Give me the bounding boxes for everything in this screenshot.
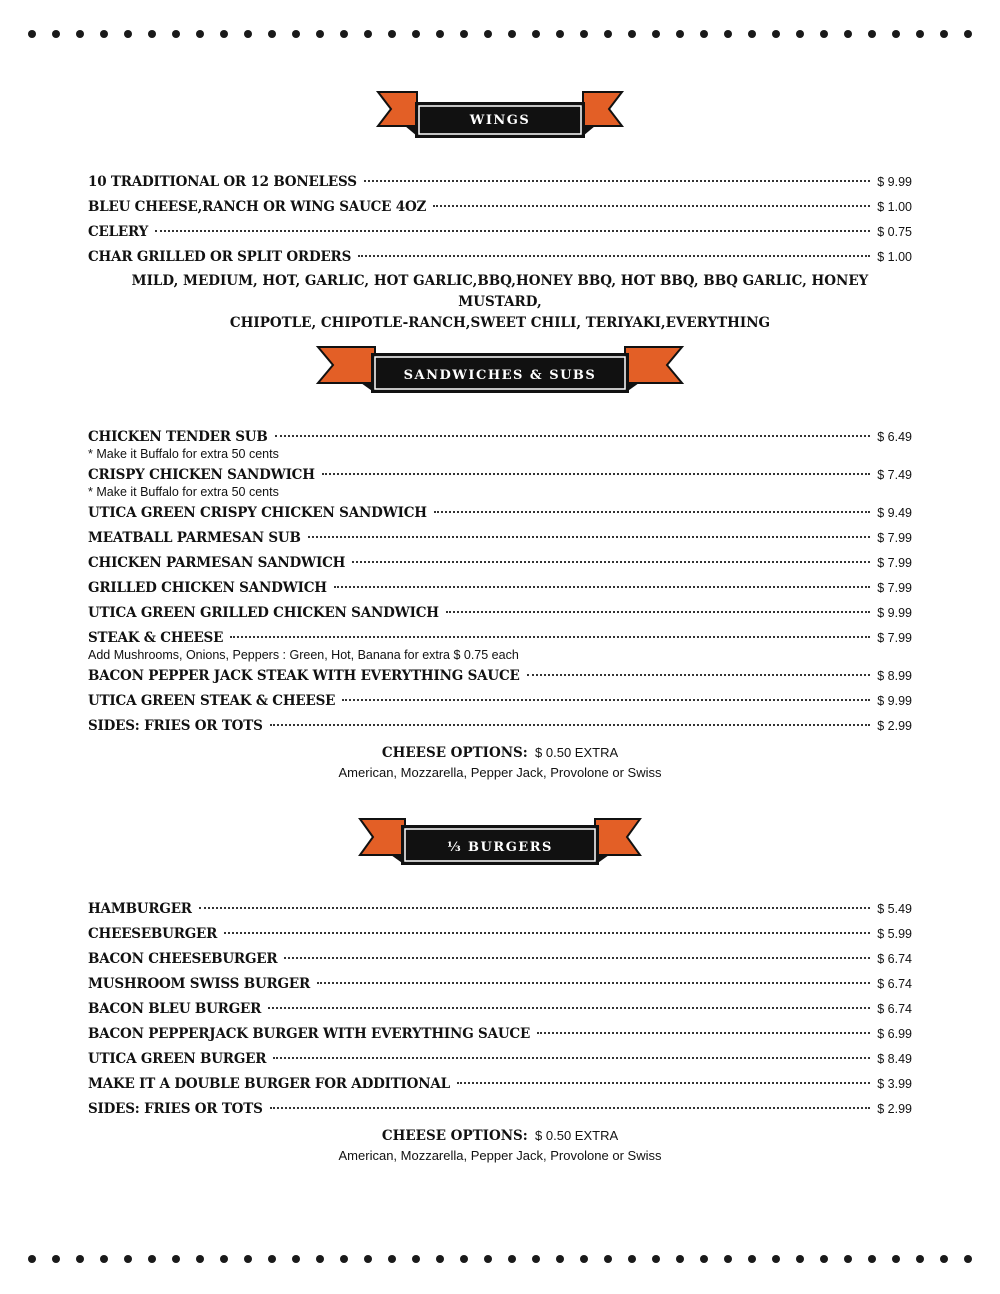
dot-leader: [230, 636, 870, 638]
menu-item: [88, 997, 912, 1022]
border-dot: [52, 1255, 60, 1263]
border-dot: [820, 1255, 828, 1263]
sandwiches-cheese-options: [88, 743, 912, 782]
menu-item-price: $ 6.74: [877, 952, 912, 966]
border-dot: [700, 1255, 708, 1263]
dot-leader: [155, 230, 870, 232]
menu-item: [88, 245, 912, 270]
menu-item: [88, 664, 912, 689]
burgers-banner: [357, 815, 643, 867]
menu-item-name: UTICA GREEN STEAK & CHEESE: [88, 693, 336, 709]
menu-item: [88, 1022, 912, 1047]
border-dot: [412, 1255, 420, 1263]
sandwiches-banner: [315, 343, 685, 395]
dot-leader: [270, 724, 871, 726]
border-dot: [508, 30, 516, 38]
border-dot: [196, 30, 204, 38]
wing-flavors-line2: CHIPOTLE, CHIPOTLE-RANCH,SWEET CHILI, TERIYAKI,EVERYTHING: [229, 315, 771, 331]
menu-item-name: BACON BLEU BURGER: [88, 1001, 262, 1017]
menu-item-name: UTICA GREEN CRISPY CHICKEN SANDWICH: [88, 505, 427, 521]
border-dot: [580, 30, 588, 38]
menu-item-name: BLEU CHEESE,RANCH OR WING SAUCE 4OZ: [88, 199, 427, 215]
border-dot: [172, 30, 180, 38]
border-dot: [244, 1255, 252, 1263]
border-dot: [916, 1255, 924, 1263]
menu-item-price: $ 3.99: [877, 1077, 912, 1091]
border-dot: [100, 30, 108, 38]
border-dot: [508, 1255, 516, 1263]
menu-item-price: $ 7.49: [877, 468, 912, 482]
menu-item-price: $ 8.99: [877, 669, 912, 683]
border-dot: [76, 30, 84, 38]
dot-leader: [537, 1032, 870, 1034]
border-dot: [364, 30, 372, 38]
menu-item-price: $ 5.49: [877, 902, 912, 916]
border-dot: [172, 1255, 180, 1263]
menu-item-price: $ 8.49: [877, 1052, 912, 1066]
menu-item-price: $ 2.99: [877, 719, 912, 733]
cheese-options-price: $ 0.50 EXTRA: [535, 1128, 619, 1143]
dot-leader: [446, 611, 870, 613]
burgers-section: [88, 897, 912, 1165]
border-dot: [940, 1255, 948, 1263]
menu-item-price: $ 7.99: [877, 631, 912, 645]
menu-item: [88, 1072, 912, 1097]
sandwiches-section: [88, 425, 912, 782]
cheese-options-list: American, Mozzarella, Pepper Jack, Provolone or Swiss: [338, 765, 662, 780]
wings-section: [88, 170, 912, 334]
border-dot: [316, 1255, 324, 1263]
menu-item: [88, 170, 912, 195]
border-dot: [628, 1255, 636, 1263]
wing-flavors-line1: MILD, MEDIUM, HOT, GARLIC, HOT GARLIC,BBQ,HONEY BBQ, HOT BBQ, BBQ GARLIC, HONEY MUSTARD,: [131, 273, 869, 310]
border-dot: [340, 1255, 348, 1263]
border-dot: [196, 1255, 204, 1263]
border-dot: [292, 30, 300, 38]
menu-item: [88, 220, 912, 245]
menu-item-price: $ 9.49: [877, 506, 912, 520]
dot-leader: [317, 982, 870, 984]
border-dot: [484, 1255, 492, 1263]
wing-flavors: [88, 271, 912, 334]
border-dot: [892, 1255, 900, 1263]
menu-item: [88, 972, 912, 997]
border-dot: [964, 1255, 972, 1263]
menu-item-price: $ 9.99: [877, 694, 912, 708]
menu-item-name: CHICKEN PARMESAN SANDWICH: [88, 555, 346, 571]
dot-leader: [358, 255, 870, 257]
menu-item-price: $ 6.74: [877, 1002, 912, 1016]
border-dot: [244, 30, 252, 38]
border-dot: [268, 1255, 276, 1263]
border-dot: [796, 1255, 804, 1263]
menu-item-price: $ 1.00: [877, 200, 912, 214]
border-dot: [268, 30, 276, 38]
menu-item: [88, 601, 912, 626]
border-dot: [76, 1255, 84, 1263]
border-dot: [388, 30, 396, 38]
menu-item: [88, 1097, 912, 1122]
menu-item-name: BACON PEPPERJACK BURGER WITH EVERYTHING SAUCE: [88, 1026, 531, 1042]
dot-leader: [273, 1057, 870, 1059]
border-dot: [124, 1255, 132, 1263]
border-dot: [940, 30, 948, 38]
cheese-options-label: CHEESE OPTIONS:: [381, 745, 528, 761]
dot-leader: [342, 699, 870, 701]
menu-item-name: CELERY: [88, 224, 149, 240]
bottom-dot-border: [28, 1254, 972, 1264]
border-dot: [844, 1255, 852, 1263]
cheese-options-list: American, Mozzarella, Pepper Jack, Provolone or Swiss: [338, 1148, 662, 1163]
border-dot: [148, 30, 156, 38]
border-dot: [652, 30, 660, 38]
border-dot: [772, 30, 780, 38]
menu-item-name: CHEESEBURGER: [88, 926, 218, 942]
dot-leader: [527, 674, 871, 676]
border-dot: [604, 1255, 612, 1263]
border-dot: [28, 1255, 36, 1263]
border-dot: [916, 30, 924, 38]
menu-item-price: $ 1.00: [877, 250, 912, 264]
dot-leader: [364, 180, 870, 182]
border-dot: [820, 30, 828, 38]
border-dot: [748, 1255, 756, 1263]
menu-item-price: $ 9.99: [877, 606, 912, 620]
border-dot: [532, 30, 540, 38]
menu-item-price: $ 2.99: [877, 1102, 912, 1116]
dot-leader: [284, 957, 870, 959]
wings-item-list: [88, 170, 912, 270]
menu-item-name: BACON CHEESEBURGER: [88, 951, 278, 967]
dot-leader: [334, 586, 870, 588]
border-dot: [580, 1255, 588, 1263]
menu-item: [88, 689, 912, 714]
border-dot: [796, 30, 804, 38]
border-dot: [364, 1255, 372, 1263]
menu-item-price: $ 7.99: [877, 581, 912, 595]
dot-leader: [275, 435, 871, 437]
border-dot: [412, 30, 420, 38]
border-dot: [28, 30, 36, 38]
menu-item-note: * Make it Buffalo for extra 50 cents: [88, 447, 279, 461]
border-dot: [220, 30, 228, 38]
border-dot: [556, 1255, 564, 1263]
menu-item-name: MUSHROOM SWISS BURGER: [88, 976, 310, 992]
menu-item: [88, 897, 912, 922]
menu-item-price: $ 7.99: [877, 556, 912, 570]
dot-leader: [457, 1082, 870, 1084]
border-dot: [388, 1255, 396, 1263]
menu-item-name: 10 TRADITIONAL OR 12 BONELESS: [88, 174, 357, 190]
dot-leader: [322, 473, 870, 475]
menu-item-price: $ 6.74: [877, 977, 912, 991]
border-dot: [532, 1255, 540, 1263]
menu-item-price: $ 6.99: [877, 1027, 912, 1041]
border-dot: [436, 1255, 444, 1263]
menu-item-note: * Make it Buffalo for extra 50 cents: [88, 485, 279, 499]
border-dot: [220, 1255, 228, 1263]
menu-item-price: $ 7.99: [877, 531, 912, 545]
border-dot: [460, 30, 468, 38]
sandwiches-title: SANDWICHES & SUBS: [403, 368, 597, 383]
menu-item-name: UTICA GREEN BURGER: [88, 1051, 267, 1067]
cheese-options-label: CHEESE OPTIONS:: [381, 1128, 528, 1144]
menu-item-name: MAKE IT A DOUBLE BURGER FOR ADDITIONAL: [88, 1076, 450, 1092]
menu-item: [88, 1047, 912, 1072]
border-dot: [460, 1255, 468, 1263]
menu-item-name: GRILLED CHICKEN SANDWICH: [88, 580, 327, 596]
menu-item: [88, 714, 912, 739]
border-dot: [100, 1255, 108, 1263]
menu-item: [88, 195, 912, 220]
wings-banner: [375, 88, 625, 140]
border-dot: [892, 30, 900, 38]
border-dot: [340, 30, 348, 38]
dot-leader: [199, 907, 870, 909]
border-dot: [604, 30, 612, 38]
border-dot: [436, 30, 444, 38]
dot-leader: [224, 932, 870, 934]
dot-leader: [433, 205, 870, 207]
border-dot: [964, 30, 972, 38]
menu-item-name: BACON PEPPER JACK STEAK WITH EVERYTHING SAUCE: [88, 668, 520, 684]
border-dot: [484, 30, 492, 38]
menu-item-name: HAMBURGER: [88, 901, 192, 917]
border-dot: [148, 1255, 156, 1263]
menu-item: [88, 501, 912, 526]
menu-item: [88, 947, 912, 972]
menu-item-name: CHICKEN TENDER SUB: [88, 429, 268, 445]
border-dot: [556, 30, 564, 38]
dot-leader: [434, 511, 870, 513]
top-dot-border: [28, 29, 972, 39]
sandwiches-item-list: [88, 425, 912, 739]
wings-title: WINGS: [469, 113, 531, 128]
border-dot: [652, 1255, 660, 1263]
border-dot: [844, 30, 852, 38]
menu-item-name: CHAR GRILLED OR SPLIT ORDERS: [88, 249, 352, 265]
menu-item: [88, 576, 912, 601]
menu-item-name: SIDES: FRIES OR TOTS: [88, 718, 263, 734]
border-dot: [316, 30, 324, 38]
menu-item-name: MEATBALL PARMESAN SUB: [88, 530, 301, 546]
menu-item-price: $ 5.99: [877, 927, 912, 941]
border-dot: [676, 1255, 684, 1263]
menu-item-note: Add Mushrooms, Onions, Peppers : Green, Hot, Banana for extra $ 0.75 each: [88, 648, 519, 662]
border-dot: [628, 30, 636, 38]
menu-item-price: $ 9.99: [877, 175, 912, 189]
menu-item-name: SIDES: FRIES OR TOTS: [88, 1101, 263, 1117]
border-dot: [724, 30, 732, 38]
border-dot: [868, 30, 876, 38]
menu-item-name: UTICA GREEN GRILLED CHICKEN SANDWICH: [88, 605, 439, 621]
border-dot: [868, 1255, 876, 1263]
dot-leader: [270, 1107, 871, 1109]
menu-item: [88, 922, 912, 947]
border-dot: [676, 30, 684, 38]
border-dot: [292, 1255, 300, 1263]
burgers-title: ⅓ BURGERS: [447, 840, 553, 855]
dot-leader: [352, 561, 870, 563]
cheese-options-price: $ 0.50 EXTRA: [535, 745, 619, 760]
menu-item: [88, 551, 912, 576]
menu-item-price: $ 6.49: [877, 430, 912, 444]
menu-item-name: CRISPY CHICKEN SANDWICH: [88, 467, 315, 483]
menu-item-name: STEAK & CHEESE: [88, 630, 224, 646]
burgers-item-list: [88, 897, 912, 1122]
border-dot: [700, 30, 708, 38]
menu-item-price: $ 0.75: [877, 225, 912, 239]
dot-leader: [308, 536, 871, 538]
border-dot: [772, 1255, 780, 1263]
dot-leader: [268, 1007, 870, 1009]
burgers-cheese-options: [88, 1126, 912, 1165]
border-dot: [748, 30, 756, 38]
border-dot: [124, 30, 132, 38]
border-dot: [52, 30, 60, 38]
border-dot: [724, 1255, 732, 1263]
menu-item: [88, 526, 912, 551]
